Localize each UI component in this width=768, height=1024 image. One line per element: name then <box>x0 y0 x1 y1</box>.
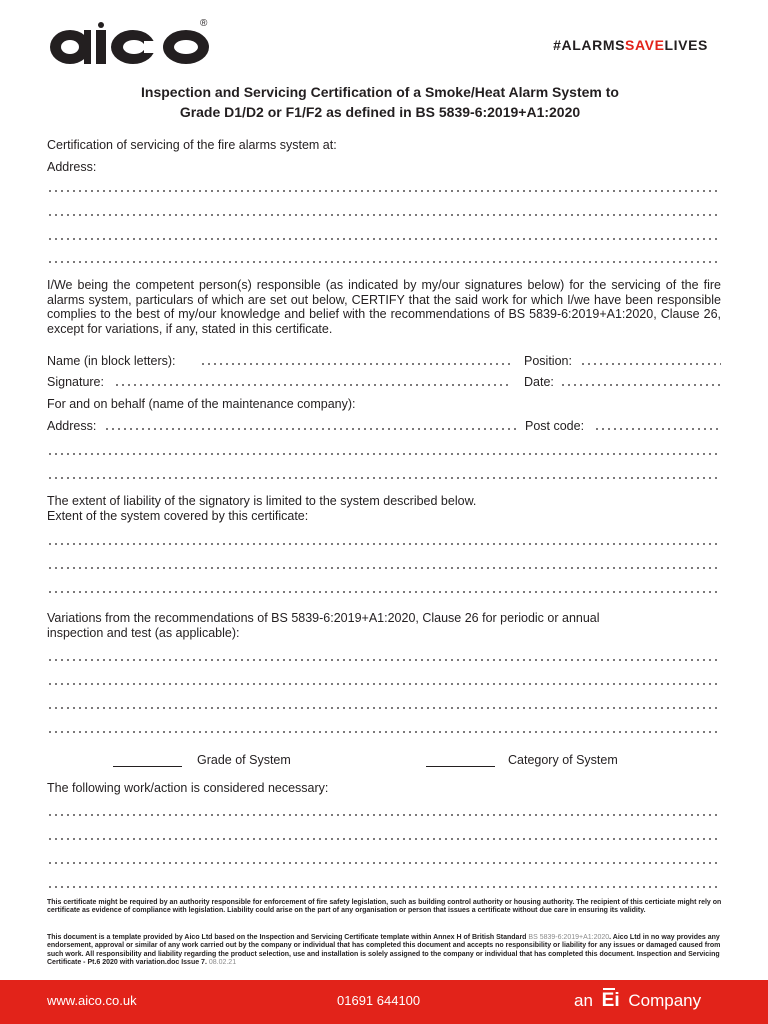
template-disclaimer: This document is a template provided by Aico Ltd based on the Inspection and Servicing Certificate template within Annex H of British Standard BS 5839-6:2019+A1:2020. Aico Ltd in no way provides any endorsement, approval or similar of any work carried out by the company or individual that has completed this document and accepts no responsibility or liability for any issues or damaged caused from such work. All responsibility and liability regarding the product selection, use and installation is solely assigned to the company or individual that has completed this document. Inspection and Servicing Certificate - Pt.6 2020 with variation.doc Issue 7. 08.02.21 <box>47 934 721 967</box>
extent-line-2[interactable] <box>47 567 721 569</box>
address-label: Address: <box>47 160 97 174</box>
authority-note: This certificate might be required by an authority responsible for enforcement of fire safety legislation, such as building control authority or housing authority. The recipient of this certiciate might rely on certificate as evidence of compliance with legislation. Liability could arise on the part of any organisation or person that issues a certificate without due care in ensuring its validity. <box>47 899 722 915</box>
date-field[interactable] <box>560 384 721 386</box>
variations-line-3[interactable] <box>47 707 721 709</box>
company-address-line-3[interactable] <box>47 477 721 479</box>
category-label: Category of System <box>508 753 618 767</box>
company-address-label: Address: <box>47 419 97 433</box>
company-address-line-2[interactable] <box>47 453 721 455</box>
work-line-2[interactable] <box>47 838 721 840</box>
variations-line-2[interactable] <box>47 683 721 685</box>
aico-logo-mark <box>46 22 216 72</box>
position-field[interactable] <box>580 363 721 365</box>
hashtag-slogan: #ALARMSSAVELIVES <box>553 37 708 53</box>
footer-bar <box>0 980 768 1024</box>
address-line-4[interactable] <box>47 261 721 263</box>
extent-line-1[interactable] <box>47 543 721 545</box>
work-line-4[interactable] <box>47 886 721 888</box>
variations-text-1: Variations from the recommendations of BS 5839-6:2019+A1:2020, Clause 26 for periodic or annual <box>47 611 600 625</box>
website-link[interactable]: www.aico.co.uk <box>47 993 137 1008</box>
aico-logo <box>46 22 216 72</box>
signature-label: Signature: <box>47 375 104 389</box>
title-line-1: Inspection and Servicing Certification of a Smoke/Heat Alarm System to <box>141 84 619 100</box>
extent-line-3[interactable] <box>47 591 721 593</box>
position-label: Position: <box>524 354 572 368</box>
liability-text: The extent of liability of the signatory is limited to the system described below. <box>47 494 477 508</box>
postcode-label: Post code: <box>525 419 585 433</box>
grade-label: Grade of System <box>197 753 291 767</box>
address-line-3[interactable] <box>47 238 721 240</box>
title-line-2: Grade D1/D2 or F1/F2 as defined in BS 5839-6:2019+A1:2020 <box>179 104 581 120</box>
address-line-1[interactable] <box>47 190 721 192</box>
intro-text: Certification of servicing of the fire alarms system at: <box>47 138 337 152</box>
work-line-1[interactable] <box>47 814 721 816</box>
variations-line-1[interactable] <box>47 659 721 661</box>
signature-field[interactable] <box>114 384 512 386</box>
registered-mark: ® <box>200 18 208 29</box>
postcode-field[interactable] <box>594 428 721 430</box>
name-label: Name (in block letters): <box>47 354 176 368</box>
behalf-label: For and on behalf (name of the maintenance company): <box>47 397 356 411</box>
name-field[interactable] <box>200 363 512 365</box>
company-address-field[interactable] <box>104 428 516 430</box>
phone-number[interactable]: 01691 644100 <box>337 993 421 1008</box>
work-line-3[interactable] <box>47 862 721 864</box>
ei-mark: Ei <box>601 990 620 1011</box>
ei-company-logo: an Ei Company <box>574 990 702 1011</box>
date-label: Date: <box>524 375 554 389</box>
certify-paragraph: I/We being the competent person(s) responsible (as indicated by my/our signatures below) for the servicing of the fire alarms system, particulars of which are set out below, CERTIFY that the said work for which I/we have been responsible complies to the best of my/our knowledge and belief with the recommendations of BS 5839-6:2019+A1:2020, Clause 26, except for variations, if any, stated in this certificate. <box>47 278 721 336</box>
variations-text-2: inspection and test (as applicable): <box>47 626 240 640</box>
category-field[interactable] <box>426 766 495 767</box>
extent-label: Extent of the system covered by this certificate: <box>47 509 309 523</box>
address-line-2[interactable] <box>47 214 721 216</box>
variations-line-4[interactable] <box>47 731 721 733</box>
work-label: The following work/action is considered necessary: <box>47 781 329 795</box>
document-title <box>40 82 720 122</box>
grade-field[interactable] <box>113 766 182 767</box>
